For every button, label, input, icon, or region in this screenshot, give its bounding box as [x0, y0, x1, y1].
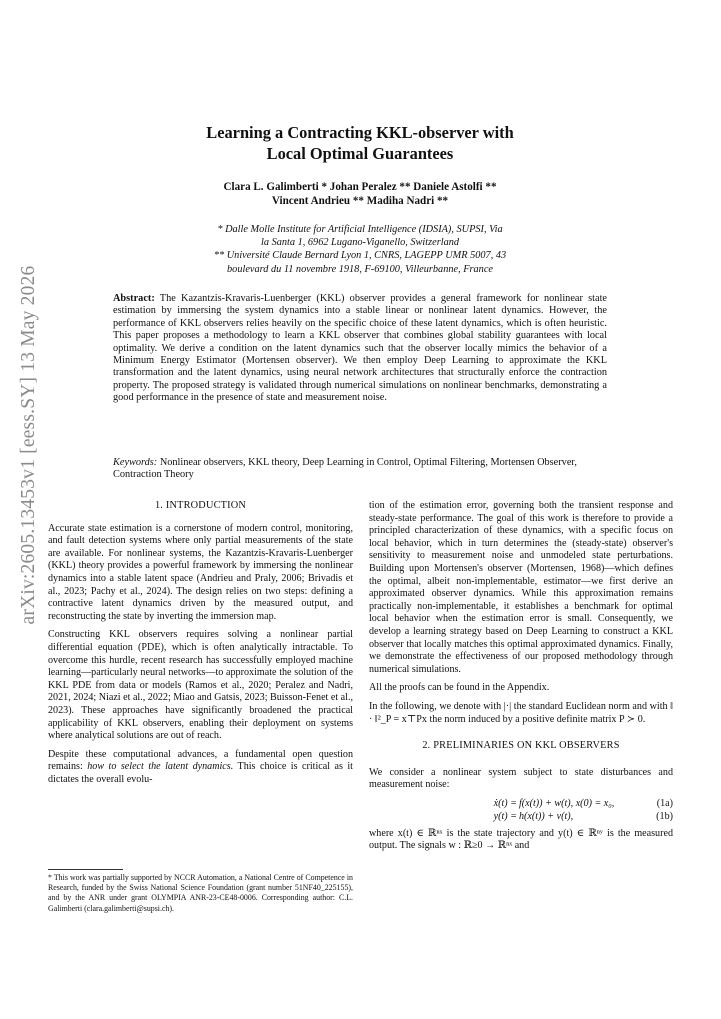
system-intro-paragraph: We consider a nonlinear system subject to state disturbances and measurement noise: [369, 766, 673, 791]
eq1b-tag: (1b) [656, 810, 673, 822]
intro-paragraph-3 [48, 749, 353, 787]
section-heading-introduction: 1. INTRODUCTION [154, 500, 247, 511]
authors-line-1: Clara L. Galimberti * Johan Peralez ** Daniele Astolfi ** [223, 181, 497, 193]
equation-1a [369, 798, 673, 811]
affiliations [110, 223, 610, 276]
author-list [110, 180, 610, 208]
abstract-label: Abstract: [113, 293, 155, 304]
eq1b-rhs: h(x(t)) + v(t), [519, 810, 574, 822]
affil-line-3: ** Université Claude Bernard Lyon 1, CNRS, LAGEPP UMR 5007, 43 [213, 250, 507, 262]
arxiv-id-text: arXiv:2605.13453v1 [eess.SY] 13 May 2026 [18, 265, 39, 625]
system-description-paragraph: where x(t) ∈ ℝⁿˣ is the state trajectory and y(t) ∈ ℝⁿʸ is the measured output. The signals w : ℝ≥0 → ℝⁿˣ and [369, 827, 673, 852]
eq1a-rhs: f(x(t)) + w(t), x(0) = x₀, [519, 797, 615, 809]
notation-paragraph: In the following, we denote with |·| the standard Euclidean norm and with ‖ · ‖²_P = x⊤Px the norm induced by a positive definite matrix P ≻ 0. [369, 700, 673, 725]
section-heading-preliminaries: 2. PRELIMINARIES ON KKL OBSERVERS [422, 740, 620, 752]
intro-p3-emphasis: how to select the latent dynamics. [87, 761, 234, 773]
footnote: * This work was partially supported by NCCR Automation, a National Centre of Competence in Research, funded by the Swiss National Science Foundation (grant number 51NF40_225155), and by the ANR under grant OLYMPIA ANR-23-CE48-0006. Corresponding author: C.L. Galimberti (clara.galimberti@supsi.ch). [48, 873, 353, 913]
intro-paragraph-1: Accurate state estimation is a cornerstone of modern control, monitoring, and fault detection systems where only partial measurements of the state are available. For nonlinear systems, the Kazantzis-Kravaris-Luenberger (KKL) theory provides a powerful framework by immersing the nonlinear dynamics into a stable latent space (Andrieu and Praly, 2006; Brivadis et al., 2023; Pachy et al., 2024). The design relies on two steps: defining a contractive latent dynamics driven by the measured output, and reconstructing the state by inverting the immersion map. [48, 522, 353, 622]
arxiv-identifier [6, 265, 52, 625]
right-column [369, 500, 673, 859]
authors-line-2: Vincent Andrieu ** Madiha Nadri ** [271, 195, 449, 207]
intro-paragraph-2: Constructing KKL observers requires solving a nonlinear partial differential equation (PDE), which is often analytically intractable. To overcome this hurdle, recent research has successfully employed machine learning—particularly neural networks—to approximate the solution of the KKL PDE from data or models (Ramos et al., 2020; Peralez and Nadri, 2021, 2024; Niazi et al., 2022; Miao and Gatsis, 2023; Buisson-Fenet et al., 2023). These approaches have significantly broadened the practical applicability of KKL observers, enabling their deployment on systems where analytical solutions are out of reach. [48, 629, 354, 742]
intro-paragraph-4: tion of the estimation error, governing both the transient response and steady-state performance. The goal of this work is therefore to provide a principled characterization of these dynamics, with a specific focus on local behavior, which in turn determines the (steady-state) observer's sensitivity to measurement noise and unmodeled state perturbations. Building upon Mortensen's observer (Mortensen, 1968)—which defines the optimal, albeit non-implementable, estimator—we first derive an approximated observer dynamics. While this approximation remains practically non-implementable, it establishes a benchmark for optimal local behavior when the estimation error is small. Consequently, we develop a learning strategy based on Deep Learning to construct a KKL observer that locally matches this optimal approximated dynamics. Finally, we demonstrate the effectiveness of our proposed methodology through numerical simulations. [369, 500, 673, 675]
equation-1b [369, 811, 673, 824]
intro-paragraph-5: All the proofs can be found in the Appendix. [369, 682, 550, 694]
left-column [48, 500, 353, 792]
keywords-label: Keywords: [113, 457, 158, 468]
affil-line-1: * Dalle Molle Institute for Artificial Intelligence (IDSIA), SUPSI, Via [217, 224, 503, 235]
keywords [113, 457, 607, 482]
eq1a-lhs: ẋ(t) = [493, 797, 517, 809]
affil-line-2: la Santa 1, 6962 Lugano-Viganello, Switzerland [260, 237, 460, 249]
eq1b-lhs: y(t) = [493, 810, 517, 822]
intro-p3-start: Despite these computational advances, a fundamental open question remains: [48, 748, 353, 773]
eq1a-tag: (1a) [656, 797, 673, 809]
keywords-text: Nonlinear observers, KKL theory, Deep Learning in Control, Optimal Filtering, Mortensen Observer, Contraction Theory [113, 457, 577, 481]
abstract-text: The Kazantzis-Kravaris-Luenberger (KKL) observer provides a general framework for nonlinear state estimation by immersing the system dynamics into a stable linear or nonlinear latent dynamics. However, the performance of KKL observers relies heavily on the specific choice of these latent dynamics, which is often heuristic. This paper proposes a methodology to learn a KKL observer that combines global stability guarantees with local optimality. We derive a condition on the latent dynamics such that the observer locally mimics the behavior of a Minimum Energy Estimator (Mortensen observer). We then employ Deep Learning to approximate the KKL transformation and the latent dynamics, using neural network architectures that structurally enforce the contraction property. The proposed strategy is validated through numerical simulations on nonlinear benchmarks, demonstrating a good performance in the presence of state and measurement noise. [113, 293, 607, 404]
title-line-1: Learning a Contracting KKL-observer with [206, 123, 514, 142]
intro-p3-end: This choice is critical as it dictates the overall evolu- [48, 761, 353, 785]
paper-title [110, 122, 610, 164]
footnote-divider [48, 869, 123, 870]
affil-line-4: boulevard du 11 novembre 1918, F-69100, Villeurbanne, France [227, 263, 493, 275]
abstract [113, 293, 607, 405]
title-line-2: Local Optimal Guarantees [266, 144, 454, 163]
